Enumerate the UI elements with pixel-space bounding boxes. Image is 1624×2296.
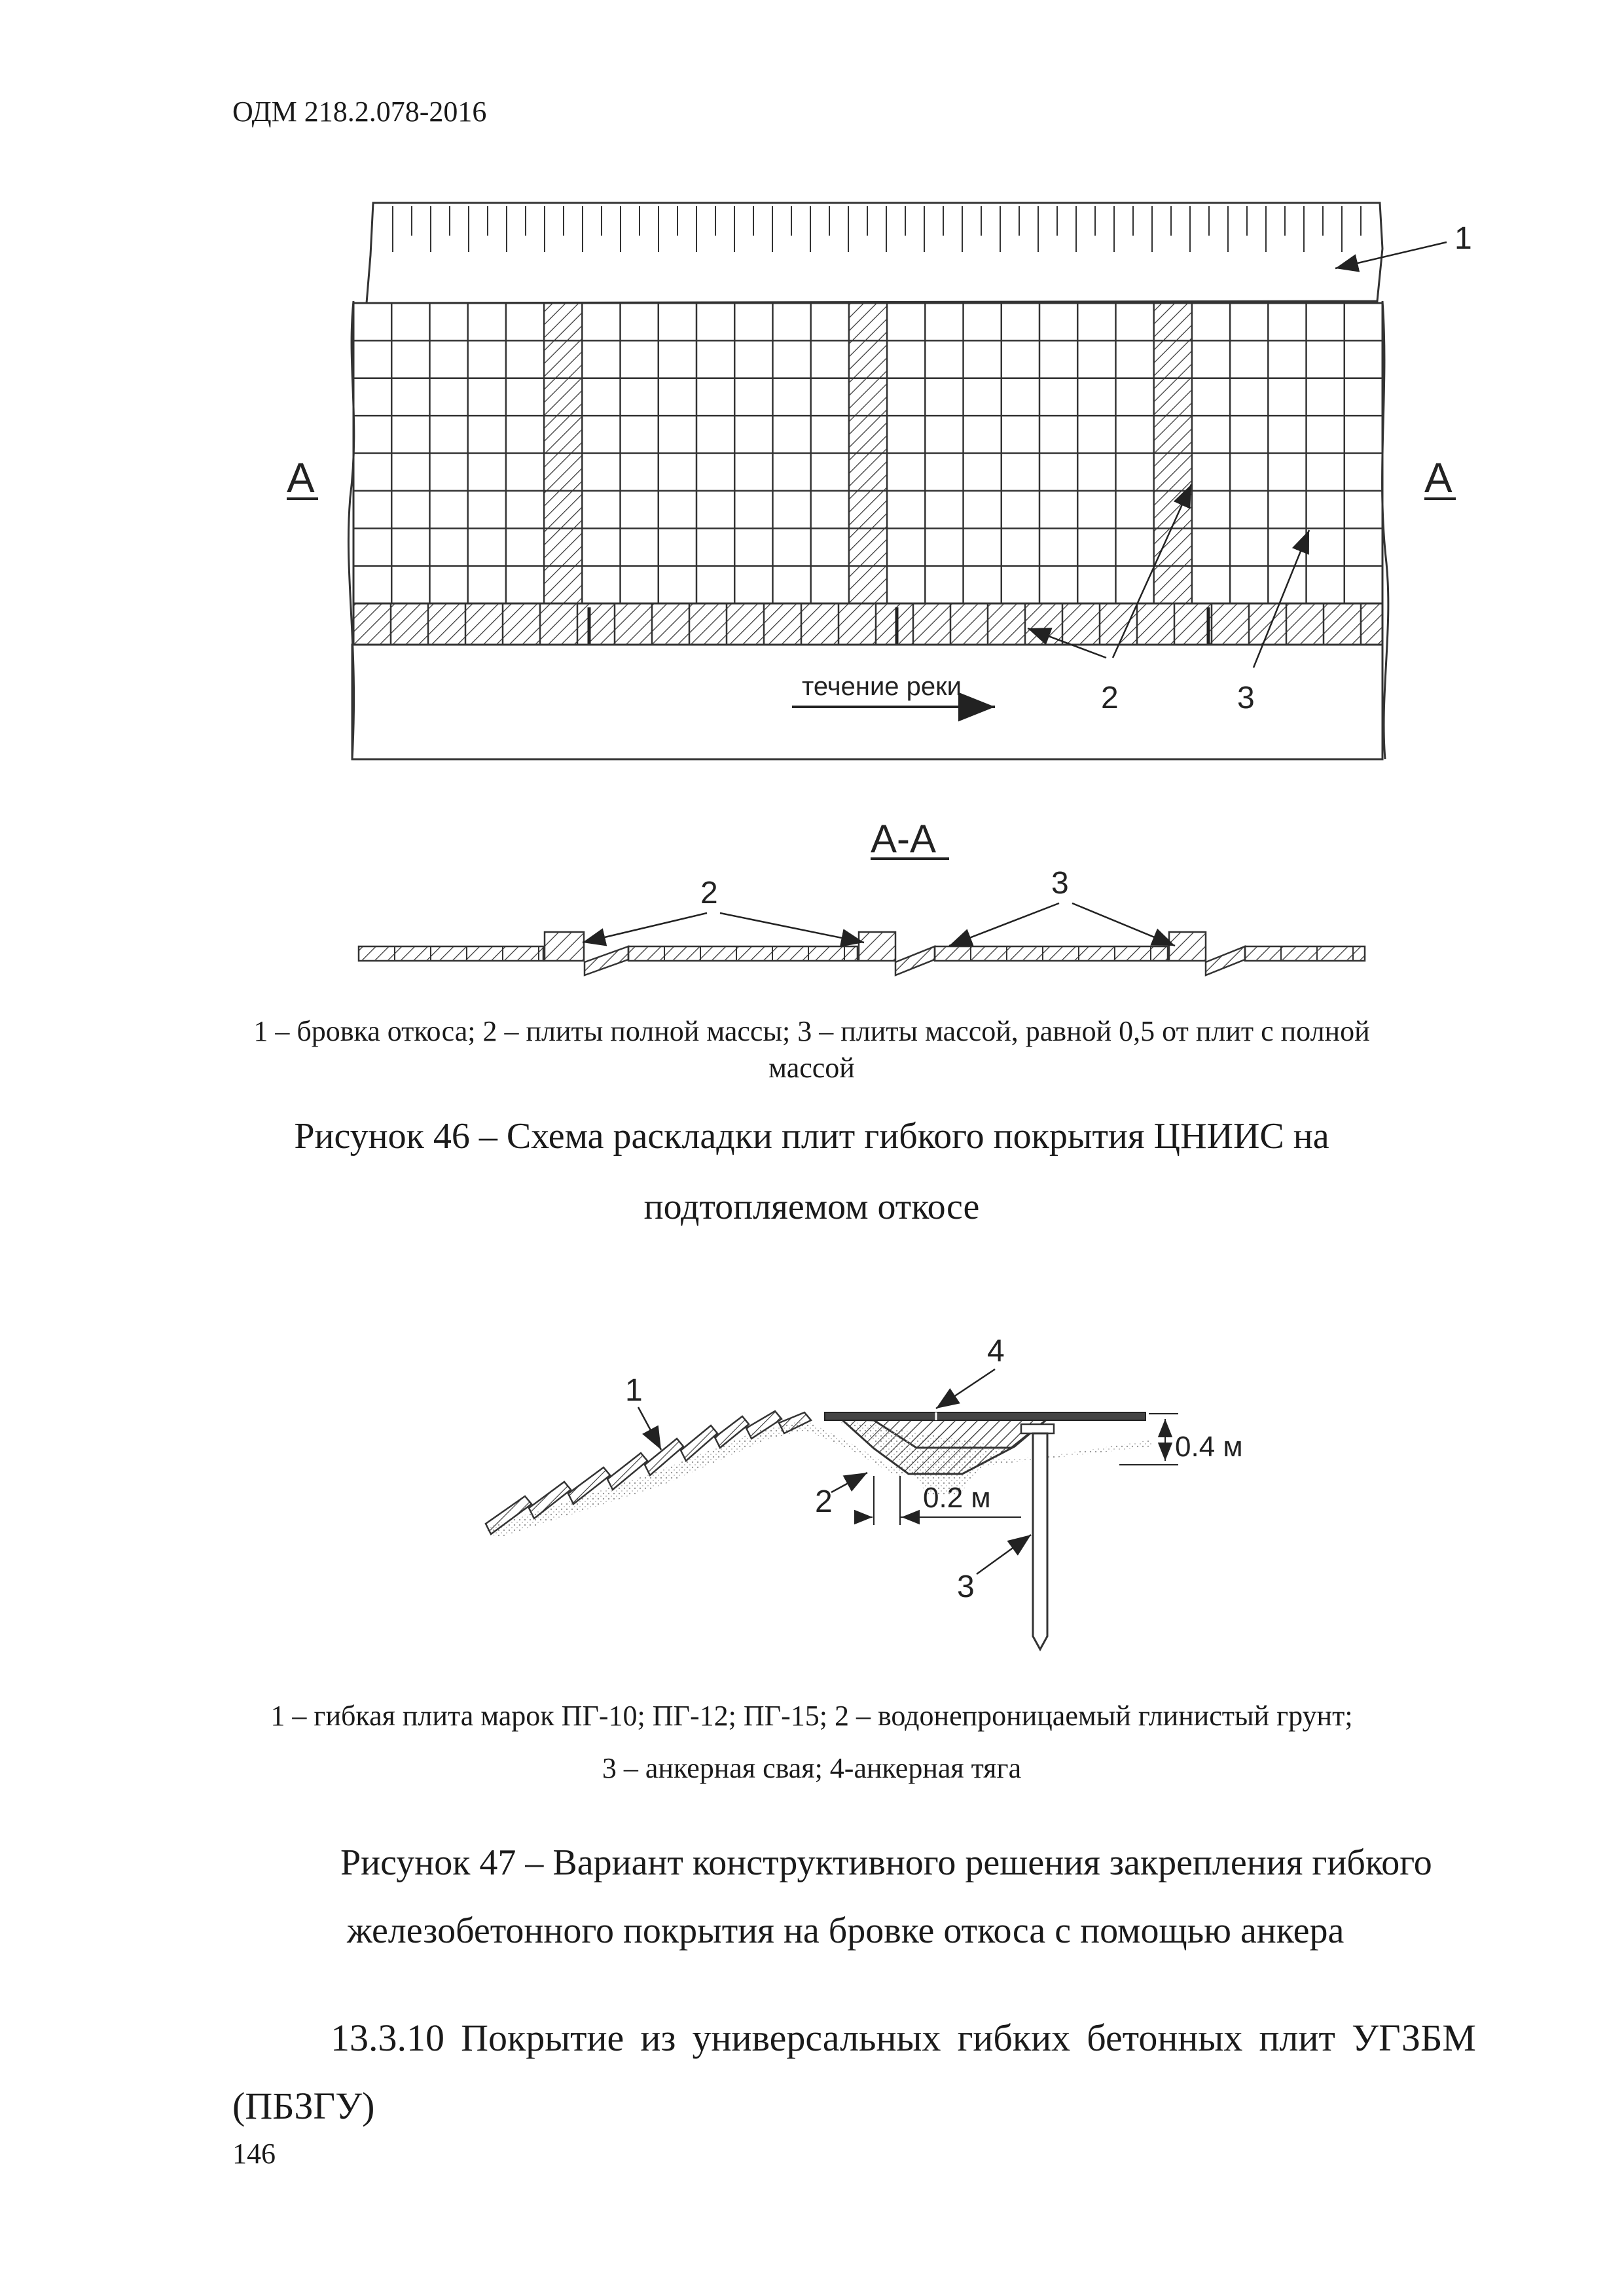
river-area [352,645,1382,759]
section-title: А-А [871,817,937,861]
section-label-2: 2 [700,876,718,910]
anchor-pile [1033,1433,1047,1649]
fig47-label-1: 1 [625,1373,643,1408]
full-mass-slab [545,932,584,961]
document-code: ОДМ 218.2.078-2016 [232,96,487,128]
figure-46-legend [196,1013,1427,1086]
figure-46-plan [0,0,1624,1047]
figure-47-anchor-diagram [0,1309,1624,1689]
section-heading [232,2018,1476,2126]
section-mark-right: А [1424,454,1453,501]
section-profile [359,932,1365,975]
section-mark-left: А [287,454,315,501]
label-3: 3 [1237,681,1255,715]
figure-47-caption [340,1843,1506,1950]
label-1: 1 [1454,221,1472,256]
figure-46-legend-line-1: 1 – бровка откоса; 2 – плиты полной массы; 3 – плиты массой, равной 0,5 от плит с полной [253,1015,1370,1047]
figure-47-legend [196,1698,1427,1787]
fig47-label-2: 2 [815,1484,833,1519]
full-mass-slab [859,932,895,961]
fig47-label-3: 3 [957,1570,975,1604]
figure-46-caption [196,1117,1427,1227]
figure-46-legend-line-2: массой [768,1052,855,1084]
fig47-label-4: 4 [987,1334,1005,1369]
figure-46-caption-line-1: Рисунок 46 – Схема раскладки плит гибкого покрытия ЦНИИС на [294,1116,1329,1157]
figure-47-legend-line-2: 3 – анкерная свая; 4-анкерная тяга [602,1752,1022,1784]
flow-label: течение реки [802,672,962,701]
slope-brow-strip [367,203,1382,303]
section-label-3: 3 [1051,866,1069,901]
anchor-tie [825,1412,1146,1420]
figure-47-caption-line-2: железобетонного покрытия на бровке откоса с помощью анкера [347,1910,1344,1951]
figure-47-caption-line-1: Рисунок 47 – Вариант конструктивного решения закрепления гибкого [340,1842,1432,1883]
dimension-width: 0.2 м [923,1482,991,1514]
label-2: 2 [1101,681,1119,715]
figure-47-legend-line-1: 1 – гибкая плита марок ПГ-10; ПГ-12; ПГ-15; 2 – водонепроницаемый глинистый грунт; [270,1700,1353,1732]
flexible-slabs [486,1411,811,1534]
section-line-2: (ПБЗГУ) [232,2085,375,2127]
figure-46-caption-line-2: подтопляемом откосе [643,1187,980,1227]
slab-grid [353,303,1382,645]
page-number: 146 [232,2138,276,2170]
dimension-height: 0.4 м [1175,1431,1243,1463]
bottom-full-mass-row [353,603,1382,645]
section-line-1: 13.3.10 Покрытие из универсальных гибких бетонных плит УГЗБМ [331,2017,1476,2059]
